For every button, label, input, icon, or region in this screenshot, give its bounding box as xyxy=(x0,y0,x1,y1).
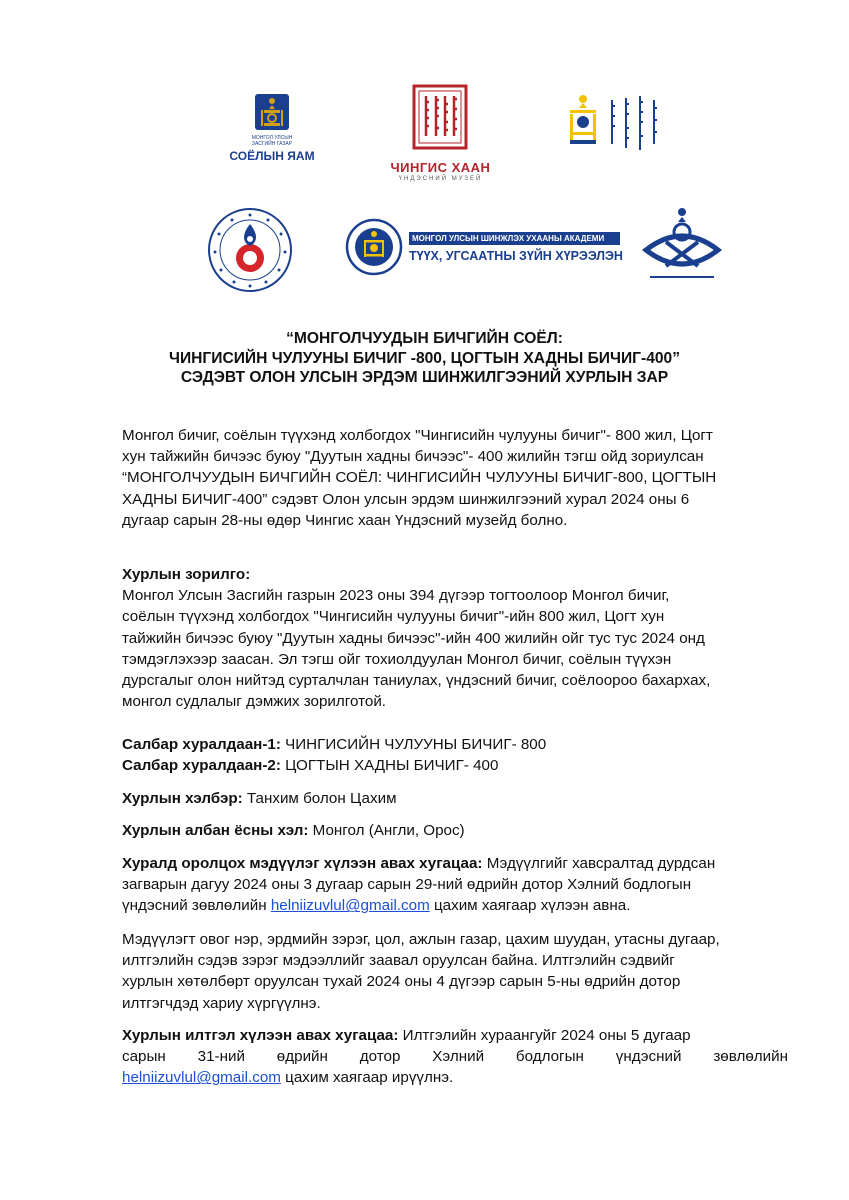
abstract-email-link[interactable]: helniizuvlul@gmail.com xyxy=(270,897,430,915)
goal-line: тайжийн бичээс буюу "Дуутын хадны бичээс"-ийн 400 жилийн ойг тус тус 2024 онд xyxy=(122,629,705,647)
language-section xyxy=(122,820,788,841)
abstract-label: Хуралд оролцох мэдүүлэг хүлээн авах хугацаа: xyxy=(122,855,483,872)
writers-union-logo xyxy=(206,206,294,294)
requirements-line: илтгэлийн сэдэв зэрэг мэдээллийг заавал оруулсан байна. Илтгэлийн сэдвийг xyxy=(122,952,675,970)
paper-label: Хурлын илтгэл хүлээн авах хугацаа: xyxy=(122,1027,399,1044)
goal-line: дурсгалыг олон нийтэд сурталчлан таниулах, үндэсний бичиг, соёлоороо бахархах, xyxy=(122,672,711,690)
mongolian-script-seal-icon xyxy=(412,84,468,150)
session-2-value: ЦОГТЫН ХАДНЫ БИЧИГ- 400 xyxy=(280,757,499,775)
format-label: Хурлын хэлбэр: xyxy=(122,790,243,807)
soyombo-with-mongolian-script-icon xyxy=(566,92,676,158)
abstract-line-2: загварын дагуу 2024 оны 3 дугаар сарын 29-ний өдрийн дотор Хэлний бодлогын xyxy=(122,876,692,894)
title-line-1: “МОНГОЛЧУУДЫН БИЧГИЙН СОЁЛ: xyxy=(286,330,563,347)
requirements-line: хурлын хөтөлбөрт оруулсан тухай 2024 оны 4 дүгээр сарын 5-ны өдрийн дотор xyxy=(122,973,681,991)
goal-heading: Хурлын зорилго: xyxy=(122,566,251,583)
session-2-label: Салбар хуралдаан-2 xyxy=(122,757,276,775)
academy-seal-icon xyxy=(345,218,403,276)
title-line-2: ЧИНГИСИЙН ЧУЛУУНЫ БИЧИГ -800, ЦОГТЫН ХАДНЫ БИЧИГ-400” xyxy=(168,349,681,367)
language-value: Монгол (Англи, Орос) xyxy=(308,822,465,839)
abstract-line-3-pre: үндэсний зөвлөлийн xyxy=(122,897,271,915)
goal-line: монгол судлалыг дэмжих зорилготой. xyxy=(122,693,387,711)
requirements-line: Мэдүүлэгт овог нэр, эрдмийн зэрэг, цол, ажлын газар, цахим шуудан, утасны дугаар, xyxy=(122,931,720,948)
goal-line: Монгол Улсын Засгийн газрын 2023 оны 394 дүгээр тогтоолоор Монгол бичиг, xyxy=(122,587,670,605)
academy-line2: ТҮҮХ, УГСААТНЫ ЗҮЙН ХҮРЭЭЛЭН xyxy=(409,249,623,263)
goal-line: соёлын түүхэнд холбогдох "Чингисийн чулууны бичиг"-ийн 800 жил, Цогт хун xyxy=(122,608,665,626)
paper-line-2: сарын 31-ний өдрийн дотор Хэлний бодлогын үндэсний зөвлөлийн xyxy=(122,1048,788,1066)
intro-line: “МОНГОЛЧУУДЫН БИЧГИЙН СОЁЛ: ЧИНГИСИЙН ЧУЛУУНЫ БИЧИГ-800, ЦОГТЫН xyxy=(122,469,717,487)
culture-ministry-caption: СОЁЛЫН ЯАМ xyxy=(229,149,315,163)
intro-paragraph xyxy=(122,425,788,531)
abstract-section xyxy=(122,853,788,917)
writers-union-seal-icon xyxy=(206,206,294,294)
eye-soyombo-icon xyxy=(636,204,728,284)
announcement-title xyxy=(60,329,789,388)
goal-line: тэмдэглэхээр заасан. Эл тэгш ойг тохиолдуулан Монгол бичиг, соёлын түүхэн xyxy=(122,650,672,668)
session-1-value: ЧИНГИСИЙН ЧУЛУУНЫ БИЧИГ- 800 xyxy=(280,736,547,753)
abstract-line-3-post: цахим хаягаар хүлээн авна. xyxy=(429,897,631,915)
soyombo-emblem-icon xyxy=(251,92,293,134)
language-council-logo xyxy=(566,92,676,158)
intro-line: ХАДНЫ БИЧИГ-400” сэдэвт Олон улсын эрдэм шинжилгээний хурал 2024 оны 6 xyxy=(122,490,690,508)
culture-ministry-logo xyxy=(222,92,322,167)
title-line-3: СЭДЭВТ ОЛОН УЛСЫН ЭРДЭМ ШИНЖИЛГЭЭНИЙ ХУРЛЫН ЗАР xyxy=(180,369,669,386)
abstract-line-1: Мэдүүлгийг хавсралтад дурдсан xyxy=(482,855,716,872)
paper-line-1: Илтгэлийн хураангуйг 2024 оны 5 дугаар xyxy=(398,1027,691,1044)
intro-line: Монгол бичиг, соёлын түүхэнд холбогдох "Чингисийн чулууны бичиг"- 800 жил, Цогт xyxy=(122,427,713,444)
paper-section xyxy=(122,1025,788,1089)
format-section xyxy=(122,788,788,809)
session-1-label: Салбар хуралдаан-1 xyxy=(122,736,276,753)
goal-section xyxy=(122,564,788,712)
requirements-line: илтгэгчдэд хариу хүргүүлнэ. xyxy=(122,994,321,1012)
chinggis-museum-logo xyxy=(368,84,513,186)
intro-line: дугаар сарын 28-ны өдөр Чингис хаан Үндэсний музейд болно. xyxy=(122,511,568,529)
chinggis-museum-subcaption: ҮНДЭСНИЙ МУЗЕЙ xyxy=(398,176,483,182)
sessions-section: Салбар хуралдаан-1: ЧИНГИСИЙН ЧУЛУУНЫ БИЧИГ- 800 Салбар хуралдаан-2: ЦОГТЫН ХАДНЫ БИЧИГ- 400 xyxy=(122,736,547,775)
mongol-studies-logo xyxy=(636,204,728,284)
language-label: Хурлын албан ёсны хэл: xyxy=(122,822,309,839)
requirements-paragraph xyxy=(122,929,788,1014)
format-value: Танхим болон Цахим xyxy=(242,790,397,807)
chinggis-museum-caption: ЧИНГИС ХААН xyxy=(390,160,491,175)
intro-line: хун тайжийн бичээс буюу "Дуутын хадны бичээс"- 400 жилийн тэгш ойд зориулсан xyxy=(122,448,704,466)
academy-line1: МОНГОЛ УЛСЫН ШИНЖЛЭХ УХААНЫ АКАДЕМИ xyxy=(409,232,620,245)
paper-line-3-post: цахим хаягаар ирүүлнэ. xyxy=(280,1069,454,1087)
academy-institute-logo xyxy=(345,218,623,278)
culture-ministry-small-text: МОНГОЛ УЛСЫН ЗАСГИЙН ГАЗАР xyxy=(251,135,293,147)
paper-email-link[interactable]: helniizuvlul@gmail.com xyxy=(122,1069,281,1087)
